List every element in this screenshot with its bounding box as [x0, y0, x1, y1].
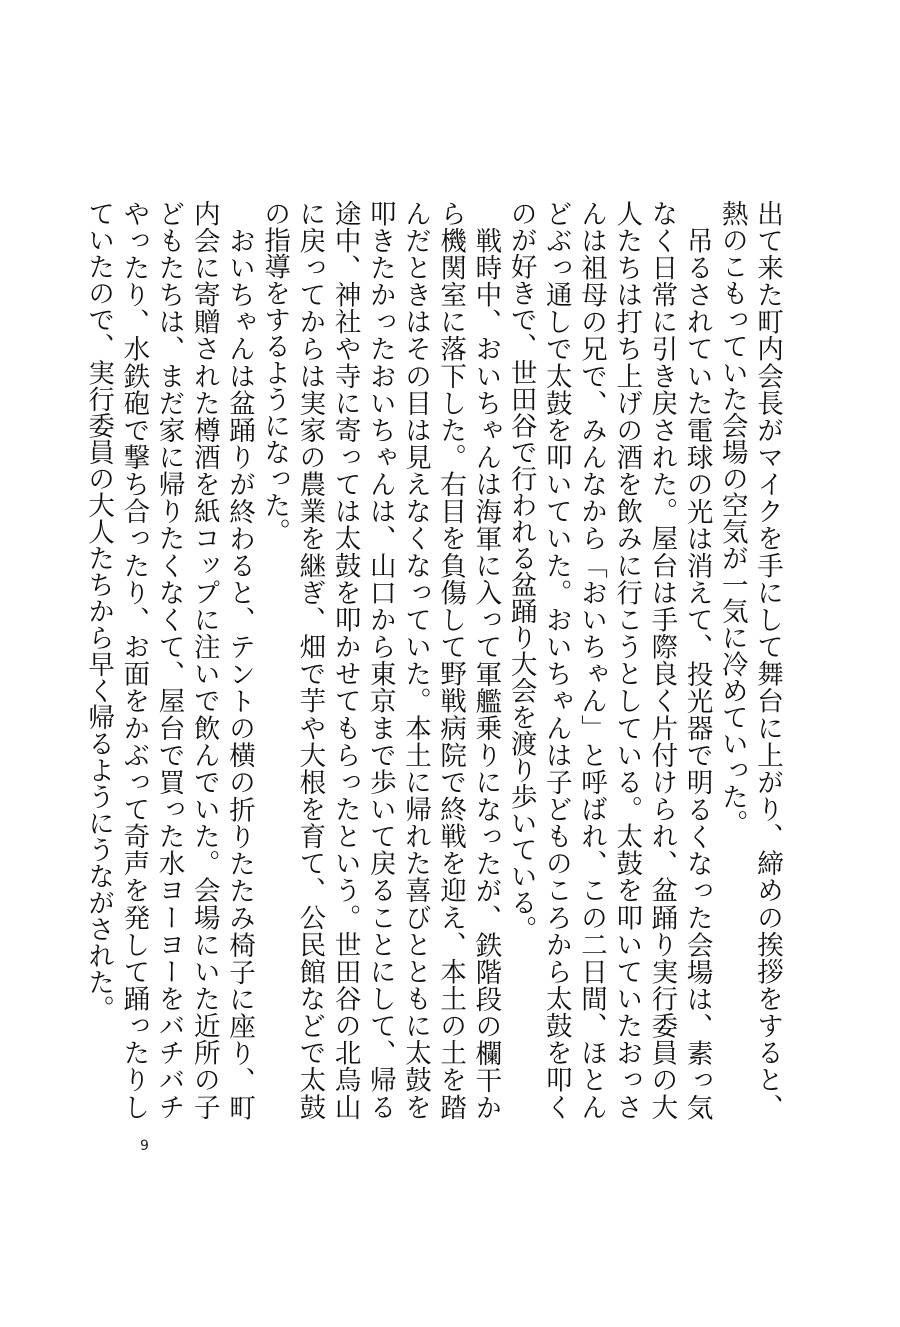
paragraph-4: おいちゃんは盆踊りが終わると、テントの横の折りたたみ椅子に座り、町内会に寄贈された樽酒を紙コップに注いで飲んでいた。会場にいた近所の子どもたちは、まだ家に帰りたくなくて、屋台で買った水ヨーヨーをバチバチやったり、水鉄砲で撃ち合ったり、お面をかぶって奇声を発して踊ったりしていたので、実行委員の大人たちから早く帰るようにうながされた。	[83, 200, 255, 1120]
paragraph-2: 吊るされていた電球の光は消えて、投光器で明るくなった会場は、素っ気なく日常に引き戻された。屋台は手際良く片付けられ、盆踊り実行委員の大人たちは打ち上げの酒を飲みに行こうとしている。太鼓を叩いていたおっさんは祖母の兄で、みんなから「おいちゃん」と呼ばれ、この二日間、ほとんどぶっ通しで太鼓を叩いていた。おいちゃんは子どものころから太鼓を叩くのが好きで、世田谷で行われる盆踊り大会を渡り歩いている。	[505, 200, 713, 1120]
page-number: 9	[140, 1138, 149, 1154]
vertical-text-body	[81, 200, 785, 1120]
paragraph-1: 出て来た町内会長がマイクを手にして舞台に上がり、締めの挨拶をすると、熱のこもっていた会場の空気が一気に冷めていった。	[716, 200, 783, 1120]
paragraph-3: 戦時中、おいちゃんは海軍に入って軍艦乗りになったが、鉄階段の欄干から機関室に落下した。右目を負傷して野戦病院で終戦を迎え、本土の土を踏んだときはその目は見えなくなっていた。本土に帰れた喜びとともに太鼓を叩きたかったおいちゃんは、山口から東京まで歩いて戻ることにして、帰る途中、神社や寺に寄っては太鼓を叩かせてもらったという。世田谷の北烏山に戻ってからは実家の農業を継ぎ、畑で芋や大根を育て、公民館などで太鼓の指導をするようになった。	[259, 200, 502, 1120]
